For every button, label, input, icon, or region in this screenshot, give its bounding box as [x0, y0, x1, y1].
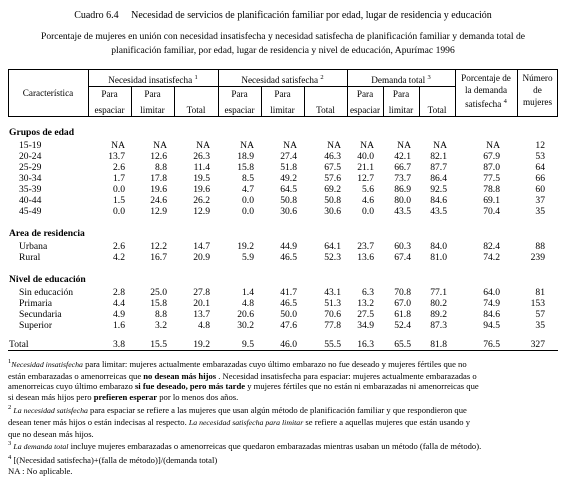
table-cell: 42.1 [394, 151, 411, 162]
footnote-1-line-3 [8, 381, 558, 392]
footnote-1-line-2 [8, 371, 558, 382]
table-cell: 12 [535, 140, 545, 151]
table-cell: 51.8 [280, 162, 297, 173]
footnote-mark: 4 [8, 453, 12, 461]
table-cell: 26.2 [193, 195, 210, 206]
footnote-mark: 4 [503, 98, 507, 105]
table-cell: 35 [535, 320, 545, 331]
table-cell: 8.5 [242, 173, 254, 184]
footnote-3 [8, 439, 558, 453]
table-cell: NA [397, 140, 411, 151]
table-cell: 13.2 [357, 298, 374, 309]
table-row [8, 309, 558, 320]
table-cell: 67.4 [394, 252, 411, 263]
footnote-2-line-1 [8, 403, 558, 417]
table-cell: 77.5 [483, 173, 500, 184]
footnote-mark: 3 [427, 74, 431, 81]
table-cell: 27.5 [357, 309, 374, 320]
table-cell: 43.5 [394, 206, 411, 217]
row-label: 20-24 [19, 151, 42, 162]
table-cell: 84.0 [430, 241, 447, 252]
table-cell: 46.0 [280, 339, 297, 350]
header-pct-line3: satisfecha [465, 99, 502, 110]
table-cell: NA [360, 140, 374, 151]
table-cell: 40.0 [357, 151, 374, 162]
subheader-espaciar-label: espaciar [349, 105, 381, 115]
footnote-text: y mujeres fértiles que no están ni embarazadas ni amenorreicas que [245, 381, 479, 392]
row-label: Sin educación [19, 287, 74, 298]
footnote-mark: 2 [320, 74, 324, 81]
table-cell: 1.7 [113, 173, 125, 184]
table-cell: 92.5 [430, 184, 447, 195]
table-bottom-rule [8, 350, 558, 351]
footnote-term: La necesidad satisfecha [13, 405, 88, 415]
table-cell: 12.2 [150, 241, 167, 252]
section-header [8, 228, 558, 239]
table-cell: 3.2 [155, 320, 167, 331]
table-row [8, 287, 558, 298]
table-cell: 55.5 [324, 339, 341, 350]
table-cell: 94.5 [483, 320, 500, 331]
table-cell: NA [240, 140, 254, 151]
footnote-bold: prefieren esperar [93, 392, 158, 403]
subheader-espaciar [88, 88, 131, 116]
table-cell: 82.4 [483, 241, 500, 252]
header-ni-label: Necesidad insatisfecha [108, 75, 193, 86]
table-cell: 43.1 [324, 287, 341, 298]
header-porcentaje [455, 72, 517, 110]
table-cell: 12.9 [150, 206, 167, 217]
table-cell: 12.7 [357, 173, 374, 184]
table-cell: 239 [530, 252, 545, 263]
table-cell: 82.1 [430, 151, 447, 162]
table-cell: 5.6 [362, 184, 374, 195]
table-cell: 2.6 [113, 241, 125, 252]
row-label: Total [9, 339, 29, 350]
table-cell: 4.2 [113, 252, 125, 263]
footnote-text: están embarazadas o amenorreicas que [8, 370, 144, 381]
footnote-text: [(Necesidad satisfecha)+(falla de método)]/(demanda total) [13, 454, 218, 465]
footnote-4 [8, 453, 558, 466]
header-pct-line1: Porcentaje de [461, 73, 511, 83]
table-cell: 35 [535, 206, 545, 217]
table-cell: 66 [535, 173, 545, 184]
table-cell: 78.8 [483, 184, 500, 195]
table-cell: 1.5 [113, 195, 125, 206]
header-num-line1: Número [522, 73, 553, 83]
table-cell: 86.4 [430, 173, 447, 184]
subheader-total: Total [186, 105, 206, 115]
header-ns-label: Necesidad satisfecha [241, 75, 319, 86]
table-cell: 30.6 [280, 206, 297, 217]
footnote-bold: si fue deseado, pero más tarde [134, 381, 246, 392]
subheader-limitar [383, 88, 419, 116]
header-demanda-total [347, 72, 455, 86]
row-label: 30-34 [19, 173, 42, 184]
footnote-term: La demanda total [13, 442, 69, 452]
table-cell: 86.9 [394, 184, 411, 195]
table-cell: 19.2 [237, 241, 254, 252]
table-row [8, 140, 558, 151]
table-cell: NA [196, 140, 210, 151]
table-row [8, 320, 558, 331]
table-cell: 70.4 [483, 206, 500, 217]
table-cell: 66.7 [394, 162, 411, 173]
table-cell: 57 [535, 309, 545, 320]
subheader-limitar [131, 88, 174, 116]
table-cell: 81.8 [430, 339, 447, 350]
table-cell: 16.7 [150, 252, 167, 263]
table-cell: 0.0 [113, 184, 125, 195]
table-row [8, 162, 558, 173]
table-cell: 67.0 [394, 298, 411, 309]
table-cell: 81.0 [430, 252, 447, 263]
subheader-para: Para [356, 89, 374, 99]
table-cell: NA [283, 140, 297, 151]
table-cell: 15.8 [150, 298, 167, 309]
subheader-para: Para [231, 89, 248, 99]
table-row [8, 151, 558, 162]
subheader-total: Total [427, 105, 447, 115]
table-cell: 76.5 [483, 339, 500, 350]
table-cell: 13.7 [108, 151, 125, 162]
table-cell: 18.9 [237, 151, 254, 162]
table-cell: 81 [535, 287, 545, 298]
table-cell: 70.8 [394, 287, 411, 298]
footnote-text: . Necesidad insatisfecha para espaciar: mujeres actualmente embarazadas o [216, 370, 477, 381]
row-label: 25-29 [19, 162, 42, 173]
footnote-1-line-4 [8, 392, 558, 403]
table-cell: 2.8 [113, 287, 125, 298]
table-cell: 57.6 [324, 173, 341, 184]
header-rule [88, 86, 455, 87]
table-cell: 26.3 [193, 151, 210, 162]
table-row [8, 173, 558, 184]
table-cell: 4.8 [198, 320, 210, 331]
table-cell: 46.5 [280, 252, 297, 263]
subheader-limitar-label: limitar [270, 105, 295, 115]
table-cell: 47.6 [280, 320, 297, 331]
table-cell: 64.1 [324, 241, 341, 252]
table-cell: 61.8 [394, 309, 411, 320]
table-cell: 25.0 [150, 287, 167, 298]
table-cell: 51.3 [324, 298, 341, 309]
section-header [8, 127, 558, 138]
table-cell: 69.2 [324, 184, 341, 195]
section-label: Grupos de edad [9, 127, 75, 138]
table-subtitle [18, 30, 548, 58]
table-cell: 74.9 [483, 298, 500, 309]
subheader-para: Para [144, 89, 161, 99]
row-label: 35-39 [19, 184, 42, 195]
table-cell: 15.8 [237, 162, 254, 173]
table-cell: 6.3 [362, 287, 374, 298]
footnote-term: La necesidad satisfecha para limitar [188, 417, 304, 427]
header-num-line3: mujeres [522, 97, 553, 107]
table-cell: 9.5 [242, 339, 254, 350]
table-cell: 69.1 [483, 195, 500, 206]
table-cell: 13.6 [357, 252, 374, 263]
table-cell: 87.3 [430, 320, 447, 331]
table-cell: 46.3 [324, 151, 341, 162]
table-cell: NA [111, 140, 125, 151]
table-cell: 88 [535, 241, 545, 252]
table-cell: 89.2 [430, 309, 447, 320]
table-cell: 52.3 [324, 252, 341, 263]
table-cell: 70.6 [324, 309, 341, 320]
footnote-2-line-2 [8, 417, 558, 429]
row-label: Primaria [19, 298, 53, 309]
row-label: Urbana [19, 241, 48, 252]
footnote-text: para limitar: mujeres actualmente embarazadas cuyo último embarazo no fue deseado y mujeres fértiles que no [82, 358, 467, 369]
table-cell: 77.1 [430, 287, 447, 298]
row-label: 15-19 [19, 140, 42, 151]
header-caracteristica: Característica [22, 88, 74, 98]
header-pct-line2: la demanda [464, 85, 508, 95]
table-cell: 53 [535, 151, 545, 162]
table-cell: 4.6 [362, 195, 374, 206]
table-cell: 12.9 [193, 206, 210, 217]
header-num-line2: de [533, 85, 542, 95]
table-cell: 24.6 [150, 195, 167, 206]
subtitle-line-1: Porcentaje de mujeres en unión con necesidad insatisfecha y necesidad satisfecha de planificación familiar y demanda total de [40, 31, 526, 42]
table-cell: 49.2 [280, 173, 297, 184]
table-cell: 84.6 [483, 309, 500, 320]
subheader-espaciar [347, 88, 383, 116]
table-cell: NA [486, 140, 500, 151]
table-cell: 64.5 [280, 184, 297, 195]
footnote-text: para espaciar se refiere a las mujeres que usan algún método de planificación familiar y que respondieron que [87, 404, 467, 415]
subheader-espaciar-label: espaciar [224, 105, 255, 115]
subtitle-line-2: planificación familiar, por edad, lugar de residencia y nivel de educación, Apurímac 1996 [111, 45, 455, 56]
table-cell: 0.0 [362, 206, 374, 217]
table-row [8, 206, 558, 217]
table-cell: 2.6 [113, 162, 125, 173]
table-cell: 153 [530, 298, 545, 309]
table-cell: 16.3 [357, 339, 374, 350]
table-cell: 60.3 [394, 241, 411, 252]
total-row [8, 339, 558, 350]
table-cell: 23.7 [357, 241, 374, 252]
table-cell: 50.8 [280, 195, 297, 206]
table-cell: 41.7 [280, 287, 297, 298]
row-label: Secundaria [19, 309, 62, 320]
footnote-mark: 1 [194, 74, 198, 81]
header-necesidad-insatisfecha [88, 72, 218, 86]
footnote-2-line-3: que no desean más hijos. [8, 428, 94, 439]
table-cell: 65.5 [394, 339, 411, 350]
table-cell: 67.9 [483, 151, 500, 162]
table-cell: 21.1 [357, 162, 374, 173]
table-cell: 15.5 [150, 339, 167, 350]
table-cell: 37 [535, 195, 545, 206]
table-cell: 52.4 [394, 320, 411, 331]
table-cell: 46.5 [280, 298, 297, 309]
table-cell: 5.9 [242, 252, 254, 263]
table-row [8, 241, 558, 252]
subheader-limitar [261, 88, 304, 116]
table-cell: 50.8 [324, 195, 341, 206]
subheader-para: Para [274, 89, 291, 99]
table-cell: 8.8 [155, 162, 167, 173]
table-cell: 80.2 [430, 298, 447, 309]
table-cell: 19.6 [150, 184, 167, 195]
table-cell: NA [153, 140, 167, 151]
subheader-total: Total [316, 105, 335, 115]
row-label: 45-49 [19, 206, 42, 217]
row-label: Rural [19, 252, 41, 263]
table-cell: 27.4 [280, 151, 297, 162]
row-label: 40-44 [19, 195, 42, 206]
table-cell: 50.0 [280, 309, 297, 320]
table-cell: 14.7 [193, 241, 210, 252]
table-cell: 12.6 [150, 151, 167, 162]
table-cell: 4.4 [113, 298, 125, 309]
table-cell: 19.6 [193, 184, 210, 195]
table-cell: 20.6 [237, 309, 254, 320]
table-cell: 13.7 [193, 309, 210, 320]
section-label: Area de residencia [9, 228, 85, 239]
footnote-text: por lo menos dos años. [157, 392, 239, 403]
table-cell: 4.7 [242, 184, 254, 195]
section-header [8, 274, 558, 285]
footnote-na: NA : No aplicable. [8, 465, 73, 476]
table-row [8, 298, 558, 309]
footnote-text: si desean más hijos pero [8, 392, 94, 403]
footnote-text: se refiere a aquellas mujeres que están usando y [303, 416, 471, 427]
table-cell: 1.6 [113, 320, 125, 331]
table-cell: 0.0 [113, 206, 125, 217]
table-cell: 60 [535, 184, 545, 195]
table-cell: 30.2 [237, 320, 254, 331]
table-cell: 17.8 [150, 173, 167, 184]
table-cell: 11.4 [193, 162, 210, 173]
table-cell: NA [327, 140, 341, 151]
table-cell: 87.7 [430, 162, 447, 173]
table-cell: 30.6 [324, 206, 341, 217]
subheader-limitar-label: limitar [388, 105, 414, 115]
table-cell: 44.9 [280, 241, 297, 252]
table-cell: 20.9 [193, 252, 210, 263]
footnote-text: amenorreicas cuyo último embarazo [8, 381, 135, 392]
section-label: Nivel de educación [9, 274, 86, 285]
table-cell: 1.4 [242, 287, 254, 298]
table-cell: 64.0 [483, 287, 500, 298]
table-cell: 0.0 [242, 195, 254, 206]
table-cell: 74.2 [483, 252, 500, 263]
header-dt-label: Demanda total [371, 75, 426, 86]
subheader-espaciar [218, 88, 261, 116]
footnotes [8, 357, 558, 476]
table-row [8, 252, 558, 263]
table-row [8, 184, 558, 195]
table-cell: 327 [530, 339, 545, 350]
table-cell: NA [433, 140, 447, 151]
footnote-bold: no desean más hijos [143, 370, 217, 381]
subheader-limitar-label: limitar [140, 105, 165, 115]
table-cell: 87.0 [483, 162, 500, 173]
table-cell: 8.8 [155, 309, 167, 320]
table-cell: 43.5 [430, 206, 447, 217]
table-cell: 3.8 [113, 339, 125, 350]
subheader-para: Para [392, 89, 410, 99]
table-cell: 34.9 [357, 320, 374, 331]
subheader-para: Para [101, 89, 118, 99]
table-cell: 73.7 [394, 173, 411, 184]
footnote-mark: 3 [8, 440, 12, 448]
table-cell: 4.8 [242, 298, 254, 309]
table-cell: 80.0 [394, 195, 411, 206]
table-title: Cuadro 6.4 Necesidad de servicios de planificación familiar por edad, lugar de residencia y educación [74, 10, 492, 21]
header-numero [517, 72, 558, 108]
footnote-1-line-1: $^1$Necesidad insatisfecha para limitar: mujeres actualmente embarazadas cuyo último embarazo no fue deseado y mujeres fértiles que no [8, 358, 467, 369]
table-cell: 77.8 [324, 320, 341, 331]
table-row [8, 195, 558, 206]
table-cell: 20.1 [193, 298, 210, 309]
header-necesidad-satisfecha [218, 72, 347, 86]
footnote-text: desean tener más hijos o están indecisas al respecto. [8, 416, 189, 427]
footnote-mark: 2 [8, 404, 12, 412]
table-cell: 67.5 [324, 162, 341, 173]
table-cell: 4.9 [113, 309, 125, 320]
footnote-text: incluye mujeres embarazadas o amenorreicas que quedaron embarazadas mientras usaban un método (falla de método). [68, 441, 482, 452]
footnote-term: Necesidad insatisfecha [11, 359, 83, 369]
table-cell: 0.0 [242, 206, 254, 217]
table-cell: 64 [535, 162, 545, 173]
table-cell: 19.5 [193, 173, 210, 184]
table-cell: 84.6 [430, 195, 447, 206]
table-cell: 27.8 [193, 287, 210, 298]
row-label: Superior [19, 320, 53, 331]
table-cell: 19.2 [193, 339, 210, 350]
subheader-espaciar-label: espaciar [94, 105, 125, 115]
